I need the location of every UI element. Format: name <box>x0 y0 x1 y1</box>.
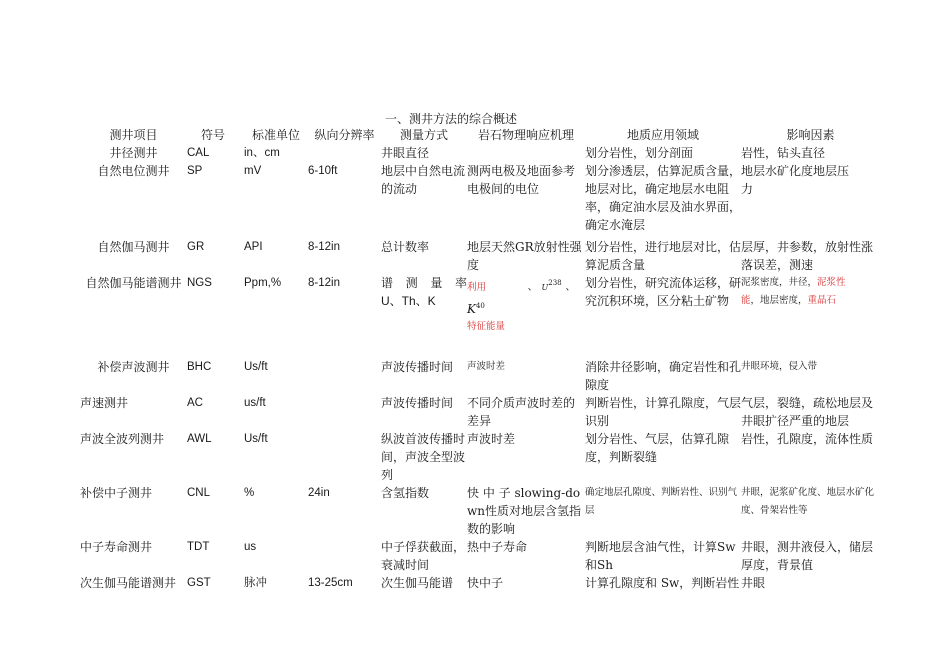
factor-part-4: ，地层密度， <box>750 295 808 306</box>
item-name: 自然伽马能谱测井 <box>85 276 182 290</box>
factor-part-1: 泥浆密度，井径， <box>741 277 818 288</box>
item-name: 声波全波列测井 <box>80 432 165 446</box>
table-row <box>80 430 880 484</box>
item-symbol: AWL <box>187 433 212 445</box>
item-resolution <box>308 358 381 394</box>
item-method: 含氢指数 <box>381 486 430 500</box>
item-method <box>381 274 467 336</box>
item-symbol: TDT <box>187 541 210 553</box>
item-method: 中子俘获截面，衰减时间 <box>381 540 466 572</box>
item-resolution <box>308 394 381 430</box>
table-row <box>80 144 880 162</box>
item-unit: us <box>244 541 257 553</box>
item-mechanism <box>467 274 585 336</box>
item-mechanism <box>467 144 585 162</box>
item-method: 纵波首波传播时间，声波全型波列 <box>381 432 466 482</box>
uranium-symbol: U <box>541 283 549 292</box>
potassium-symbol: K <box>467 302 476 316</box>
item-application: 划分岩性、气层，估算孔隙度，判断裂缝 <box>585 432 730 464</box>
mechanism-sep: 、 <box>527 282 538 293</box>
item-method: 地层中自然电流的流动 <box>381 164 466 196</box>
item-application: 判断岩性，计算孔隙度，气层识别 <box>585 396 742 428</box>
header-item: 测井项目 <box>109 128 158 142</box>
item-method: 井眼直径 <box>381 146 430 160</box>
item-resolution: 8-12in <box>308 277 340 289</box>
table-row <box>80 238 880 274</box>
item-unit: Us/ft <box>244 361 268 373</box>
item-factors: 层厚，井参数，放射性涨落误差，测速 <box>741 240 874 272</box>
potassium-mass: 40 <box>475 302 485 310</box>
item-mechanism: 声波时差 <box>467 361 506 372</box>
item-symbol: NGS <box>187 277 212 289</box>
table-row <box>80 574 880 592</box>
item-application: 划分岩性，进行地层对比，估算泥质含量 <box>585 240 742 272</box>
item-resolution <box>308 144 381 162</box>
header-row <box>80 126 880 144</box>
item-method: 声波传播时间 <box>381 360 454 374</box>
item-name: 补偿中子测井 <box>80 486 153 500</box>
item-mechanism: 声波时差 <box>467 432 516 446</box>
item-application: 计算孔隙度和 Sw，判断岩性 <box>585 576 740 590</box>
item-name: 次生伽马能谱测井 <box>80 576 177 590</box>
table-row <box>80 484 880 538</box>
item-mechanism: 快中子 <box>467 576 504 590</box>
table-row <box>80 274 880 336</box>
item-resolution: 6-10ft <box>308 165 338 177</box>
item-unit: us/ft <box>244 397 266 409</box>
mechanism-sep-2: 、 <box>565 282 576 293</box>
table-row <box>80 394 880 430</box>
method-line-2: U、Th、K <box>381 294 436 308</box>
item-symbol: BHC <box>187 361 212 373</box>
item-name: 声速测井 <box>80 396 129 410</box>
item-mechanism: 热中子寿命 <box>467 540 528 554</box>
table-row <box>80 538 880 574</box>
item-factors: 井眼，测井液侵入，储层厚度，背景值 <box>741 540 874 572</box>
item-name: 自然电位测井 <box>97 164 170 178</box>
item-symbol: GST <box>187 577 211 589</box>
factor-part-5: 重晶石 <box>807 295 837 306</box>
item-factors: 岩性，钻头直径 <box>741 146 826 160</box>
header-resolution: 纵向分辨率 <box>314 128 375 142</box>
page-title: 一、测井方法的综合概述 <box>384 112 517 126</box>
mechanism-use: 利用 <box>467 282 487 293</box>
header-symbol: 符号 <box>201 128 226 142</box>
item-method: 次生伽马能谱 <box>381 576 454 590</box>
table-row <box>80 162 880 234</box>
item-factors: 井眼，泥浆矿化度、地层水矿化度、骨架岩性等 <box>741 487 875 516</box>
header-method: 测量方式 <box>399 128 448 142</box>
uranium-mass: 238 <box>548 279 562 287</box>
item-unit: Us/ft <box>244 433 268 445</box>
item-factors: 井眼 <box>741 576 766 590</box>
header-application: 地质应用领域 <box>626 128 699 142</box>
table-row <box>80 358 880 394</box>
item-name: 中子寿命测井 <box>80 540 153 554</box>
item-mechanism: 地层天然GR放射性强度 <box>467 240 582 272</box>
header-factors: 影响因素 <box>786 128 835 142</box>
mechanism-line-1 <box>467 274 585 318</box>
factor-part-3: 能 <box>741 295 751 306</box>
item-symbol: GR <box>187 241 205 253</box>
item-name: 补偿声波测井 <box>97 360 170 374</box>
item-application: 消除井径影响，确定岩性和孔隙度 <box>585 360 742 392</box>
item-resolution <box>308 430 381 484</box>
item-factors: 井眼环境，侵入带 <box>741 361 818 372</box>
item-symbol: SP <box>187 165 203 177</box>
item-mechanism: 不同介质声波时差的差异 <box>467 396 576 428</box>
item-application: 确定地层孔隙度、判断岩性、识别气层 <box>585 487 738 516</box>
item-name: 自然伽马测井 <box>97 240 170 254</box>
item-application: 划分岩性，研究流体运移，研究沉积环境，区分粘土矿物 <box>585 276 742 308</box>
item-method: 声波传播时间 <box>381 396 454 410</box>
item-unit: mV <box>244 165 262 177</box>
item-unit: Ppm,% <box>244 277 282 289</box>
item-symbol: CAL <box>187 147 210 159</box>
item-factors: 气层，裂缝，疏松地层及井眼扩径严重的地层 <box>741 396 874 428</box>
logging-methods-table <box>80 126 880 592</box>
item-resolution <box>308 538 381 574</box>
item-application: 判断地层含油气性，计算Sw和Sh <box>585 540 736 572</box>
item-unit: API <box>244 241 263 253</box>
item-mechanism: 测两电极及地面参考电极间的电位 <box>467 164 576 196</box>
header-unit: 标准单位 <box>251 128 300 142</box>
item-symbol: CNL <box>187 487 211 499</box>
item-factors <box>741 274 880 336</box>
item-mechanism: 快 中 子 slowing-down性质对地层含氢指数的影响 <box>467 486 582 536</box>
factor-part-2: 泥浆性 <box>817 277 846 288</box>
item-method: 总计数率 <box>381 240 430 254</box>
header-mechanism: 岩石物理响应机理 <box>477 128 574 142</box>
item-symbol: AC <box>187 397 203 409</box>
mechanism-line-2: 特征能量 <box>467 321 506 332</box>
item-resolution: 13-25cm <box>308 577 353 589</box>
item-resolution: 24in <box>308 487 330 499</box>
item-factors: 地层水矿化度地层压力 <box>741 164 850 196</box>
item-resolution: 8-12in <box>308 241 340 253</box>
method-line-1: 谱 测 量 率 <box>381 276 467 290</box>
item-application: 划分渗透层，估算泥质含量，地层对比，确定地层水电阻率，确定油水层及油水界面，确定水淹层 <box>585 164 742 232</box>
item-unit: 脉冲 <box>244 577 267 589</box>
item-unit: in、cm <box>244 147 280 159</box>
item-factors: 岩性，孔隙度，流体性质 <box>741 432 874 446</box>
item-application: 划分岩性，划分剖面 <box>585 146 694 160</box>
item-name: 井径测井 <box>109 146 158 160</box>
item-unit: % <box>244 487 255 499</box>
